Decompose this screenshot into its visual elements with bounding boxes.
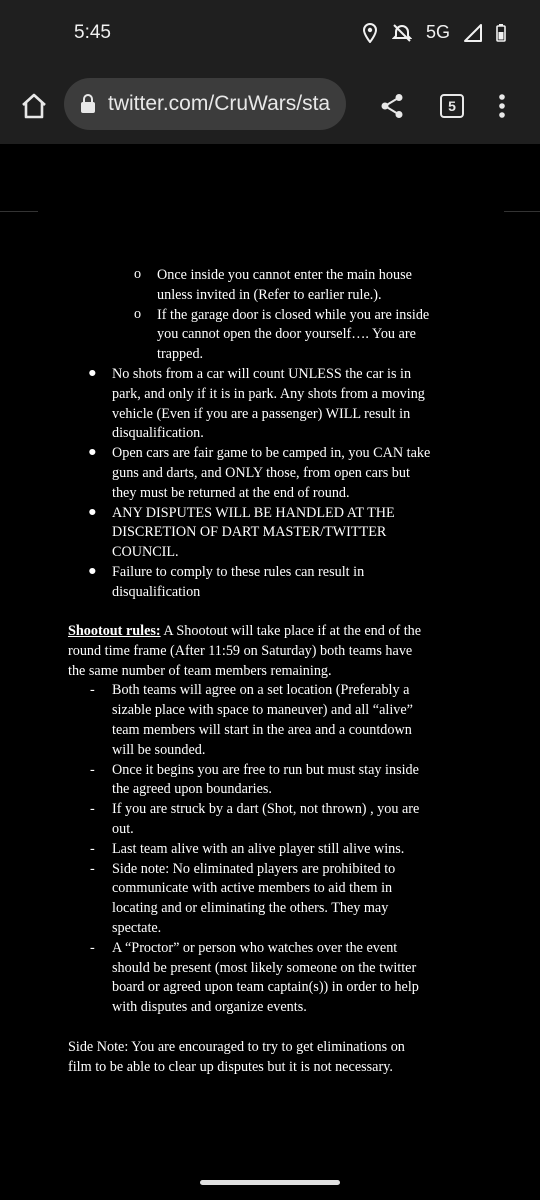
home-icon [20,93,48,119]
sub-bullet-line: trapped. [157,346,204,363]
sub-bullet-line: Once inside you cannot enter the main house [157,267,412,283]
bullet-line: disqualification [112,583,201,600]
sub-bullet-icon: o [134,305,142,322]
network-type: 5G [425,22,450,42]
shootout-intro-line: the same number of team members remaining. [68,662,332,679]
shootout-item-line: locating and or eliminating the others. They may [112,900,389,917]
status-icons [362,22,506,43]
shootout-item-line: communicate with active members to aid them in [112,880,393,897]
sub-bullet-line: unless invited in (Refer to earlier rule.). [157,286,382,303]
bullet-line: park, and only if it is in park. Any shots from a moving [112,385,425,402]
shootout-item-line: Both teams will agree on a set location (Preferably a [112,682,410,699]
shootout-heading: Shootout rules: [68,623,161,639]
bullet-line: vehicle (Even if you are a passenger) WILL result in [112,405,411,422]
shootout-item-line: out. [112,821,134,837]
shootout-heading-row [68,622,421,642]
dash-bullet-icon: - [90,840,95,857]
shootout-item-line: Once it begins you are free to run but must stay inside [112,761,419,778]
bullet-line: COUNCIL. [112,544,179,561]
url-bar[interactable] [64,78,346,130]
overflow-menu-button[interactable] [482,86,522,126]
bullet-line: DISCRETION OF DART MASTER/TWITTER [112,524,387,541]
shootout-item-line: Side note: No eliminated players are prohibited to [112,860,396,877]
bullet-line: No shots from a car will count UNLESS the car is in [112,366,412,382]
home-button[interactable] [14,86,54,126]
battery-icon [496,24,506,42]
bullet-icon: ● [88,503,97,520]
sub-bullet-line: If the garage door is closed while you are inside [157,306,430,323]
bullet-line: guns and darts, and ONLY those, from open cars but [112,465,410,481]
shootout-item-line: will be sounded. [112,741,206,758]
bullet-line: disqualification. [112,425,204,442]
status-time: 5:45 [74,22,111,43]
dash-bullet-icon: - [90,682,95,699]
bullet-line: they must be returned at the end of round. [112,484,350,501]
status-bar [0,0,540,68]
more-vert-icon [498,93,506,119]
shootout-item-line: should be present (most likely someone on the twitter [112,959,417,976]
share-button[interactable] [372,86,412,126]
shootout-item-line: If you are struck by a dart (Shot, not thrown) , you are [112,801,420,818]
signal-icon [464,24,482,42]
alarm-off-icon [392,23,412,43]
dash-bullet-icon: - [90,761,95,778]
tab-switcher-button[interactable] [432,86,472,126]
shootout-item-line: sizable place with space to maneuver) and all “alive” [112,702,413,719]
document-image [38,180,504,1080]
dash-bullet-icon: - [90,860,95,877]
lock-icon [80,94,96,114]
bullet-icon: ● [88,444,97,461]
shootout-item-line: the agreed upon boundaries. [112,781,272,798]
bullet-line: ANY DISPUTES WILL BE HANDLED AT THE [112,504,395,521]
location-icon [362,23,378,43]
gesture-nav-bar[interactable] [200,1180,340,1185]
share-icon [380,93,404,119]
shootout-item-line: board or agreed upon team captain(s)) in order to help [112,979,419,996]
side-note-line: film to be able to clear up disputes but it is not necessary. [68,1058,393,1075]
side-note-line: Side Note: You are encouraged to try to get eliminations on [68,1039,405,1055]
dash-bullet-icon: - [90,939,95,956]
shootout-item-line: team members will start in the area and a countdown [112,722,412,738]
bullet-icon: ● [88,563,97,579]
sub-bullet-icon: o [134,266,142,282]
tab-count: 5 [440,94,464,118]
bullet-icon: ● [88,365,97,381]
shootout-item-line: Last team alive with an alive player still alive wins. [112,840,405,857]
shootout-item-line: with disputes and organize events. [112,999,307,1016]
url-text[interactable]: twitter.com/CruWars/sta [108,92,331,115]
shootout-item-line: spectate. [112,920,162,936]
shootout-intro-line: round time frame (After 11:59 on Saturday) both teams have [68,642,413,659]
shootout-intro-line: A Shootout will take place if at the end of the [160,623,422,639]
shootout-item-line: A “Proctor” or person who watches over the event [112,939,398,956]
dash-bullet-icon: - [90,801,95,818]
sub-bullet-line: you cannot open the door yourself…. You are [157,326,416,343]
bullet-line: Failure to comply to these rules can result in [112,564,365,580]
bullet-line: Open cars are fair game to be camped in, you CAN take [112,445,431,462]
browser-toolbar [0,68,540,144]
